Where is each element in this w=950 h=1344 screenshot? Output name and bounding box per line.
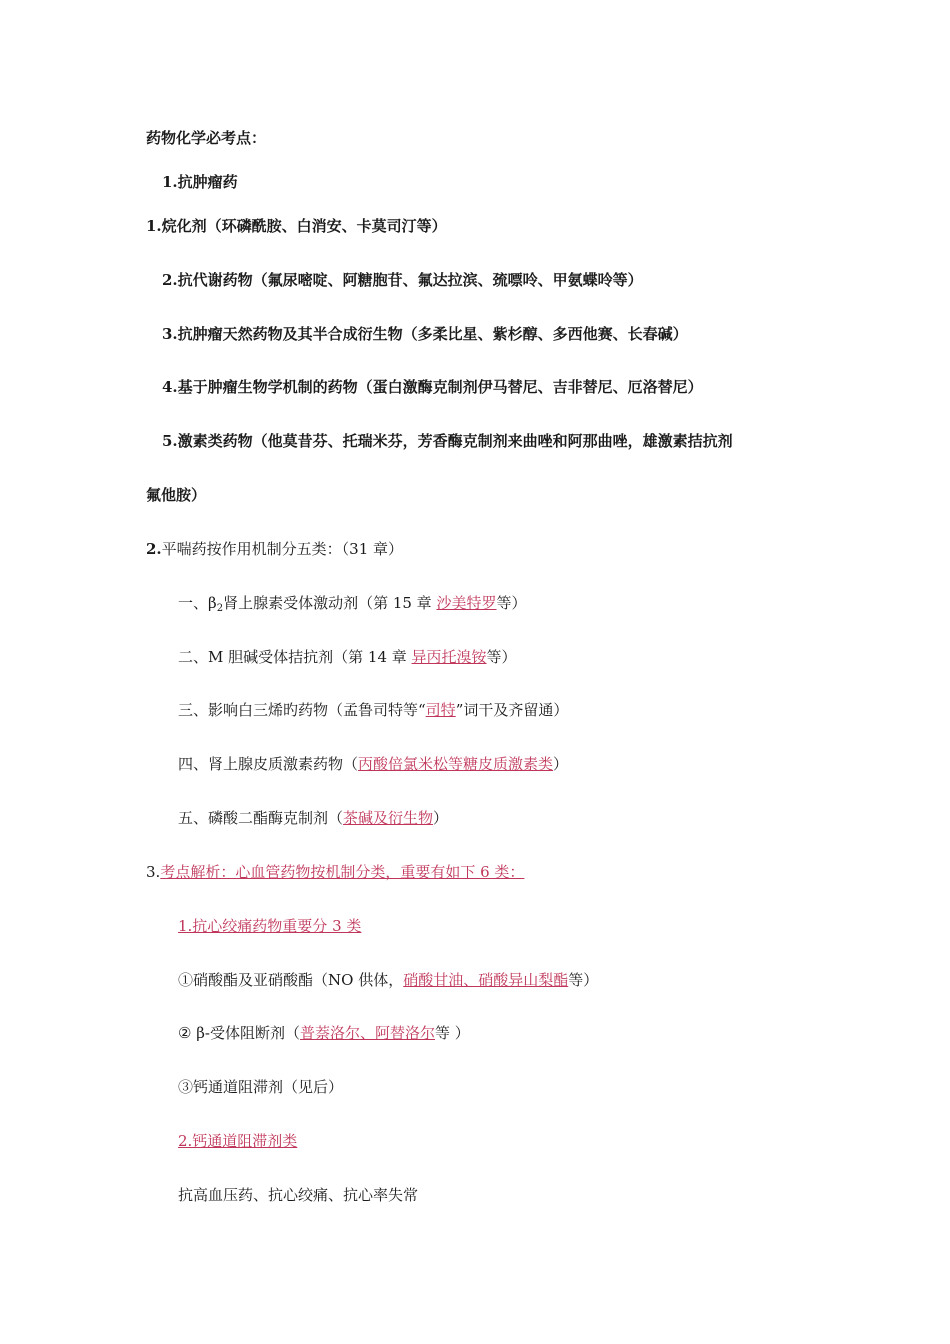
asthma-item-3-text: 三、影响白三烯旳药物（孟鲁司特等“ [178, 701, 426, 719]
asthma-item-3-suffix: ”词干及齐留通） [455, 701, 569, 719]
asthma-item-4-text: 四、肾上腺皮质激素药物（ [178, 755, 359, 773]
antianginal-item-3: ③钙通道阻滞剂（见后） [178, 1078, 344, 1096]
asthma-item-4-suffix: ） [553, 755, 569, 773]
section-2-heading [146, 539, 403, 559]
theophylline-link[interactable]: 茶碱及衍生物 [343, 809, 434, 827]
sitte-stem-link[interactable]: 司特 [425, 701, 456, 719]
asthma-item-5-suffix: ） [433, 809, 449, 827]
asthma-item-5-text: 五、磷酸二酯酶克制剂（ [178, 809, 344, 827]
asthma-item-1-text: 肾上腺素受体激动剂（第 15 章 [223, 594, 437, 612]
antianginal-item-2 [178, 1023, 470, 1043]
nitrate-link[interactable]: 硝酸甘油、硝酸异山梨酯 [403, 971, 569, 989]
antianginal-item-1-suffix: 等） [568, 971, 599, 989]
document-title: 药物化学必考点： [146, 129, 267, 147]
asthma-item-3 [178, 700, 568, 720]
section-3-heading [146, 862, 524, 882]
asthma-item-1-prefix: 一、β [178, 594, 217, 612]
asthma-item-1 [178, 593, 527, 613]
asthma-item-4 [178, 754, 568, 774]
beta-subscript: 2 [216, 603, 224, 614]
asthma-item-5 [178, 808, 448, 828]
antianginal-item-2-suffix: 等 ） [434, 1024, 470, 1042]
antianginal-heading-link[interactable]: 1.抗心绞痛药物重要分 3 类 [178, 917, 362, 935]
section-1-item-5-line-2: 氟他胺） [146, 486, 207, 504]
section-1-item-3: 3.抗肿瘤天然药物及其半合成衍生物（多柔比星、紫杉醇、多西他赛、长春碱） [162, 325, 688, 343]
section-3-title-link[interactable]: 考点解析：心血管药物按机制分类，重要有如下 6 类： [160, 863, 525, 881]
section-1-item-5-line-1: 5.激素类药物（他莫昔芬、托瑞米芬，芳香酶克制剂来曲唑和阿那曲唑，雄激素拮抗剂 [162, 432, 733, 450]
section-1-item-2: 2.抗代谢药物（氟尿嘧啶、阿糖胞苷、氟达拉滨、巯嘌呤、甲氨蝶呤等） [162, 271, 643, 289]
antianginal-item-1-text: ①硝酸酯及亚硝酸酯（NO 供体， [178, 971, 404, 989]
ipratropium-link[interactable]: 异丙托溴铵 [411, 648, 487, 666]
beta-blocker-link[interactable]: 普萘洛尔、阿替洛尔 [299, 1024, 435, 1042]
calcium-channel-uses: 抗高血压药、抗心绞痛、抗心率失常 [178, 1186, 419, 1204]
section-1-item-4: 4.基于肿瘤生物学机制的药物（蛋白激酶克制剂伊马替尼、吉非替尼、厄洛替尼） [162, 378, 703, 396]
calcium-channel-heading-link[interactable]: 2.钙通道阻滞剂类 [178, 1132, 298, 1150]
asthma-item-2-text: 二、M 胆碱受体拮抗剂（第 14 章 [178, 648, 412, 666]
glucocorticoid-link[interactable]: 丙酸倍氯米松等糖皮质激素类 [358, 755, 554, 773]
antianginal-item-1 [178, 970, 598, 990]
asthma-item-1-suffix: 等） [496, 594, 527, 612]
section-1-item-1: 1.烷化剂（环磷酰胺、白消安、卡莫司汀等） [146, 217, 447, 235]
section-3-number: 3. [146, 863, 161, 881]
asthma-item-2-suffix: 等） [486, 648, 517, 666]
section-2-title: 平喘药按作用机制分五类：（31 章） [161, 540, 404, 558]
salmeterol-link[interactable]: 沙美特罗 [436, 594, 497, 612]
asthma-item-2 [178, 647, 517, 667]
antianginal-item-2-text: ② β-受体阻断剂（ [178, 1024, 300, 1042]
section-1-heading: 1.抗肿瘤药 [162, 173, 238, 191]
section-2-number: 2. [146, 540, 162, 558]
